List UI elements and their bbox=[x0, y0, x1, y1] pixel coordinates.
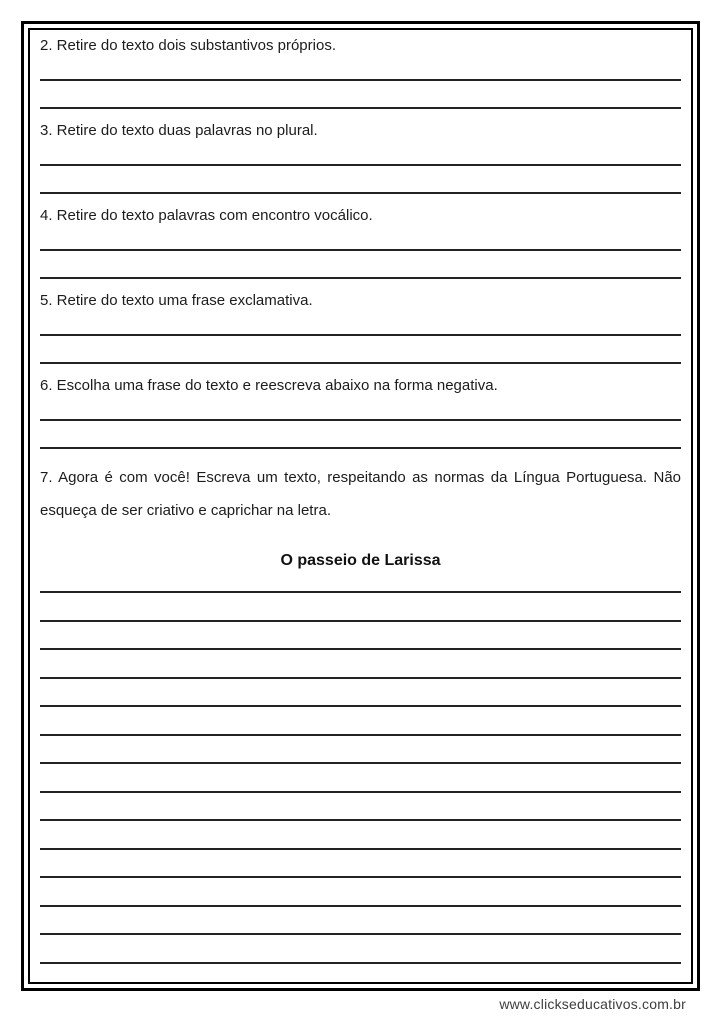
answer-line bbox=[40, 396, 681, 421]
question-4-answer-lines bbox=[40, 226, 681, 279]
question-6-section bbox=[40, 376, 681, 449]
question-5-answer-lines bbox=[40, 311, 681, 364]
question-6-text: 6. Escolha uma frase do texto e reescreva abaixo na forma negativa. bbox=[40, 377, 498, 394]
question-2-answer-lines bbox=[40, 56, 681, 109]
answer-line bbox=[40, 226, 681, 251]
answer-line bbox=[40, 81, 681, 109]
answer-line bbox=[40, 336, 681, 364]
writing-line bbox=[40, 679, 681, 708]
writing-line bbox=[40, 850, 681, 879]
answer-line bbox=[40, 421, 681, 449]
writing-line bbox=[40, 793, 681, 822]
answer-line bbox=[40, 56, 681, 81]
writing-line bbox=[40, 650, 681, 679]
question-4-section bbox=[40, 206, 681, 279]
question-7-essay-prompt: 7. Agora é com você! Escreva um texto, respeitando as normas da Língua Portuguesa. Não esqueça de ser criativo e caprichar na letra. bbox=[40, 469, 681, 519]
question-6-answer-lines bbox=[40, 396, 681, 449]
writing-line bbox=[40, 821, 681, 850]
question-3-answer-lines bbox=[40, 141, 681, 194]
writing-line bbox=[40, 707, 681, 736]
writing-line bbox=[40, 878, 681, 907]
essay-title: O passeio de Larissa bbox=[280, 552, 441, 569]
answer-line bbox=[40, 141, 681, 166]
writing-line bbox=[40, 935, 681, 964]
answer-line bbox=[40, 251, 681, 279]
answer-line bbox=[40, 311, 681, 336]
question-2-section bbox=[40, 36, 681, 109]
question-3-text: 3. Retire do texto duas palavras no plural. bbox=[40, 122, 318, 139]
writing-line bbox=[40, 736, 681, 765]
question-2-text: 2. Retire do texto dois substantivos próprios. bbox=[40, 37, 336, 54]
writing-line bbox=[40, 907, 681, 936]
worksheet-inner-frame bbox=[28, 28, 693, 984]
writing-line bbox=[40, 593, 681, 622]
writing-line bbox=[40, 622, 681, 651]
answer-line bbox=[40, 166, 681, 194]
worksheet-border-frame bbox=[21, 21, 700, 991]
website-url: www.clickseducativos.com.br bbox=[499, 996, 686, 1012]
question-5-text: 5. Retire do texto uma frase exclamativa. bbox=[40, 292, 313, 309]
writing-line bbox=[40, 571, 681, 593]
question-5-section bbox=[40, 291, 681, 364]
writing-line bbox=[40, 764, 681, 793]
essay-writing-lines bbox=[40, 571, 681, 964]
question-4-text: 4. Retire do texto palavras com encontro vocálico. bbox=[40, 207, 373, 224]
question-3-section bbox=[40, 121, 681, 194]
